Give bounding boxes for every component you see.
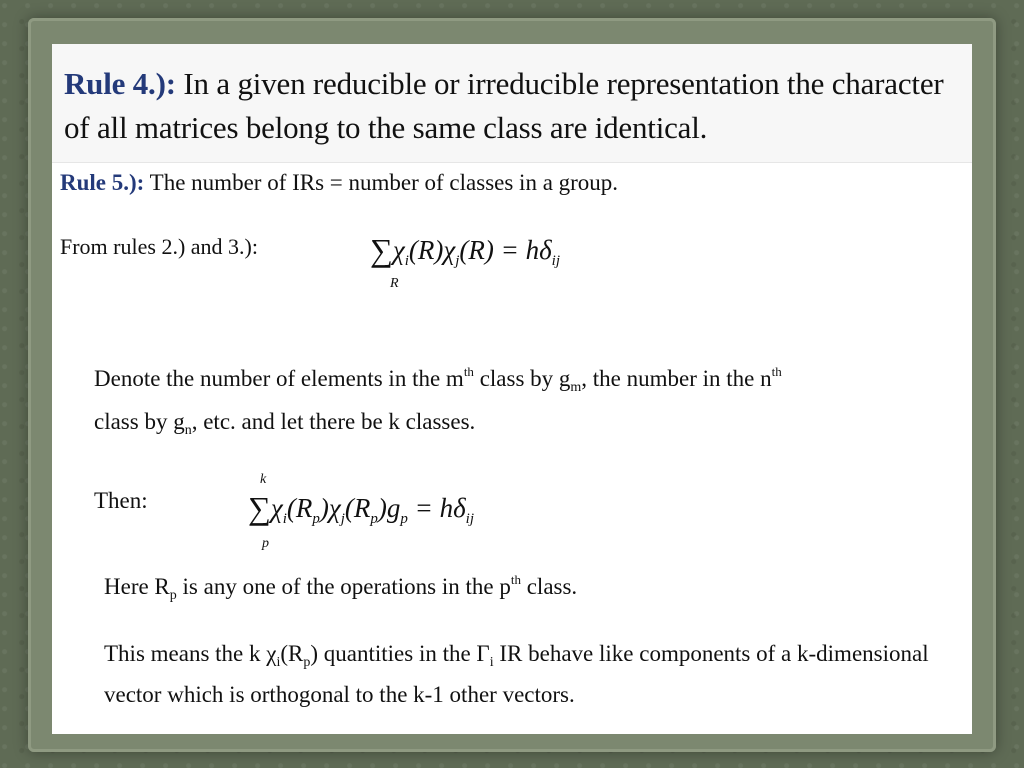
- subscript-ij: ij: [551, 253, 560, 269]
- means-text: ) quantities in the Γ: [310, 641, 490, 666]
- superscript-th: th: [463, 364, 474, 379]
- subscript-i: i: [282, 511, 287, 527]
- then-label: Then:: [94, 488, 148, 513]
- subscript-p: p: [370, 511, 378, 527]
- denote-paragraph: [94, 355, 964, 448]
- equation-part: (R: [286, 493, 313, 523]
- here-text: Here R: [104, 574, 170, 599]
- equation-part: = hδ: [407, 493, 466, 523]
- equation-part: )χ: [319, 493, 341, 523]
- subscript-i: i: [276, 655, 281, 670]
- rule4-paragraph: [64, 62, 959, 150]
- subscript-j: j: [455, 253, 460, 269]
- subscript-i: i: [489, 655, 494, 670]
- sum-symbol: ∑: [248, 490, 271, 526]
- rule5-paragraph: [60, 168, 618, 198]
- denote-text: Denote the number of elements in the m: [94, 366, 464, 391]
- equation-part: (R)χ: [408, 235, 456, 265]
- rule4-block: [52, 44, 972, 163]
- subscript-m: m: [570, 380, 582, 395]
- subscript-p: p: [312, 511, 320, 527]
- subscript-ij: ij: [465, 511, 475, 527]
- sum-lower-limit: p: [262, 536, 269, 551]
- means-text: (R: [280, 641, 304, 666]
- subscript-p: p: [169, 588, 177, 603]
- equation-part: (R: [344, 493, 371, 523]
- subscript-n: n: [184, 423, 192, 438]
- denote-text: class by g: [473, 366, 571, 391]
- rule4-text: In a given reducible or irreducible representation the character of all matrices belong to the same class are identical.: [64, 66, 944, 145]
- superscript-th: th: [771, 364, 782, 379]
- from-rules-text: From rules 2.) and 3.):: [60, 234, 258, 259]
- sum-symbol: ∑: [370, 232, 393, 268]
- here-text: class.: [520, 574, 578, 599]
- denote-text: , etc. and let there be k classes.: [191, 409, 476, 434]
- class-orthogonality-equation: [248, 488, 474, 525]
- rule4-label: Rule 4.):: [64, 66, 176, 101]
- sum-upper-limit: k: [260, 472, 267, 487]
- subscript-p: p: [303, 655, 311, 670]
- sum-lower-limit: R: [390, 276, 399, 291]
- denote-text: class by g: [94, 409, 185, 434]
- means-text: IR behave like components of a k-dimensional vector which is orthogonal to the k-1 other vectors.: [104, 641, 929, 707]
- denote-text: , the number in the n: [581, 366, 772, 391]
- here-paragraph: [104, 572, 577, 604]
- equation-part: )g: [377, 493, 401, 523]
- slide: [52, 44, 972, 734]
- here-text: is any one of the operations in the p: [176, 574, 511, 599]
- subscript-j: j: [340, 511, 345, 527]
- equation-part: (R) = hδ: [459, 235, 552, 265]
- chi-symbol: χ: [392, 235, 405, 265]
- superscript-th: th: [510, 572, 521, 587]
- means-text: This means the k χ: [104, 641, 277, 666]
- means-paragraph: [104, 638, 964, 711]
- rule5-text: The number of IRs = number of classes in a group.: [149, 170, 619, 195]
- subscript-i: i: [404, 253, 409, 269]
- subscript-p: p: [400, 511, 408, 527]
- orthogonality-equation: [370, 230, 560, 267]
- chi-symbol: χ: [270, 493, 283, 523]
- rule5-label: Rule 5.):: [60, 170, 145, 195]
